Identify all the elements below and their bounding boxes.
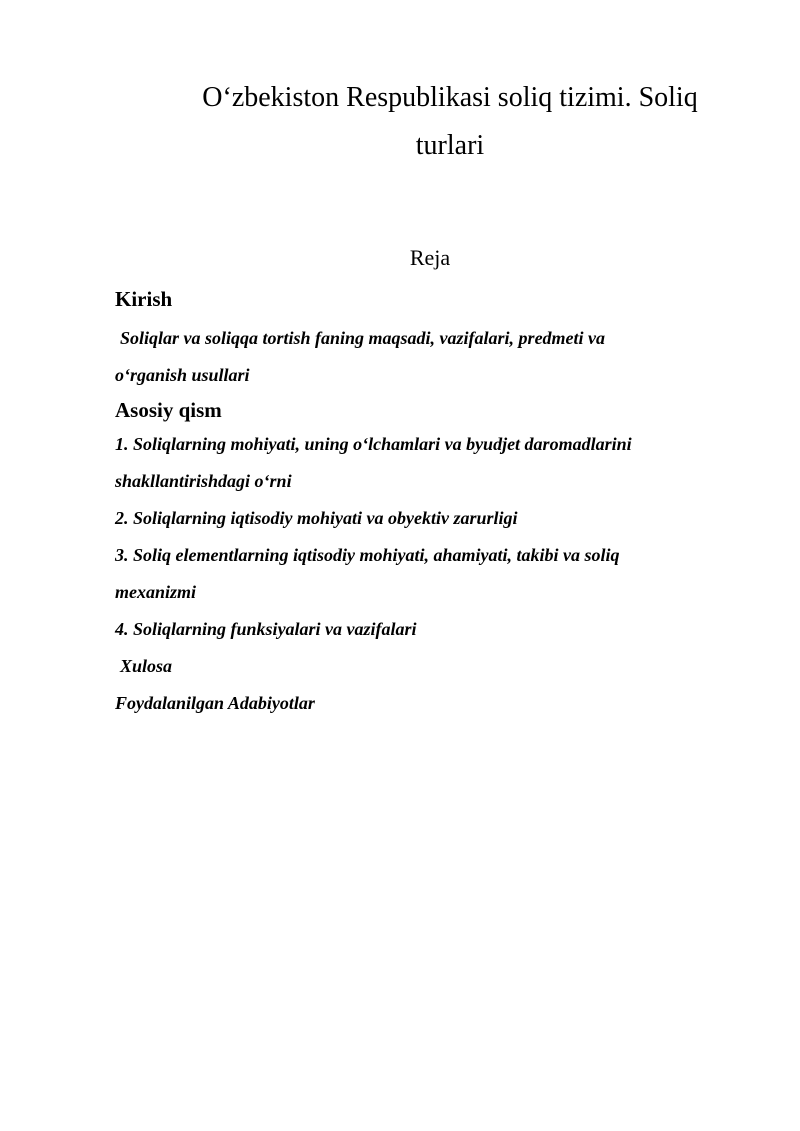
outline-item-1-line-1: 1. Soliqlarning mohiyati, uning o‘lchamlari va byudjet daromadlarini (115, 434, 632, 454)
outline-item-4: 4. Soliqlarning funksiyalari va vazifalari (115, 619, 417, 639)
outline-item-1-line-2: shakllantirishdagi o‘rni (115, 471, 292, 491)
outline-item-2: 2. Soliqlarning iqtisodiy mohiyati va obyektiv zarurligi (115, 508, 518, 528)
outline-item-3-line-2: mexanizmi (115, 582, 197, 602)
intro-item-line-2: o‘rganish usullari (115, 365, 250, 385)
plan-outline (115, 284, 745, 722)
document-title (115, 74, 785, 170)
plan-label: Reja (409, 245, 451, 270)
references-item: Foydalanilgan Adabiyotlar (115, 693, 315, 713)
title-line-2: turlari (415, 130, 485, 161)
conclusion-item: Xulosa (120, 656, 173, 676)
intro-heading: Kirish (115, 287, 173, 311)
title-line-1: O‘zbekiston Respublikasi soliq tizimi. Soliq (202, 82, 698, 113)
intro-item-line-1: Soliqlar va soliqqa tortish faning maqsadi, vazifalari, predmeti va (120, 328, 606, 348)
main-heading: Asosiy qism (115, 398, 222, 422)
outline-item-3-line-1: 3. Soliq elementlarning iqtisodiy mohiyati, ahamiyati, takibi va soliq (115, 545, 620, 565)
